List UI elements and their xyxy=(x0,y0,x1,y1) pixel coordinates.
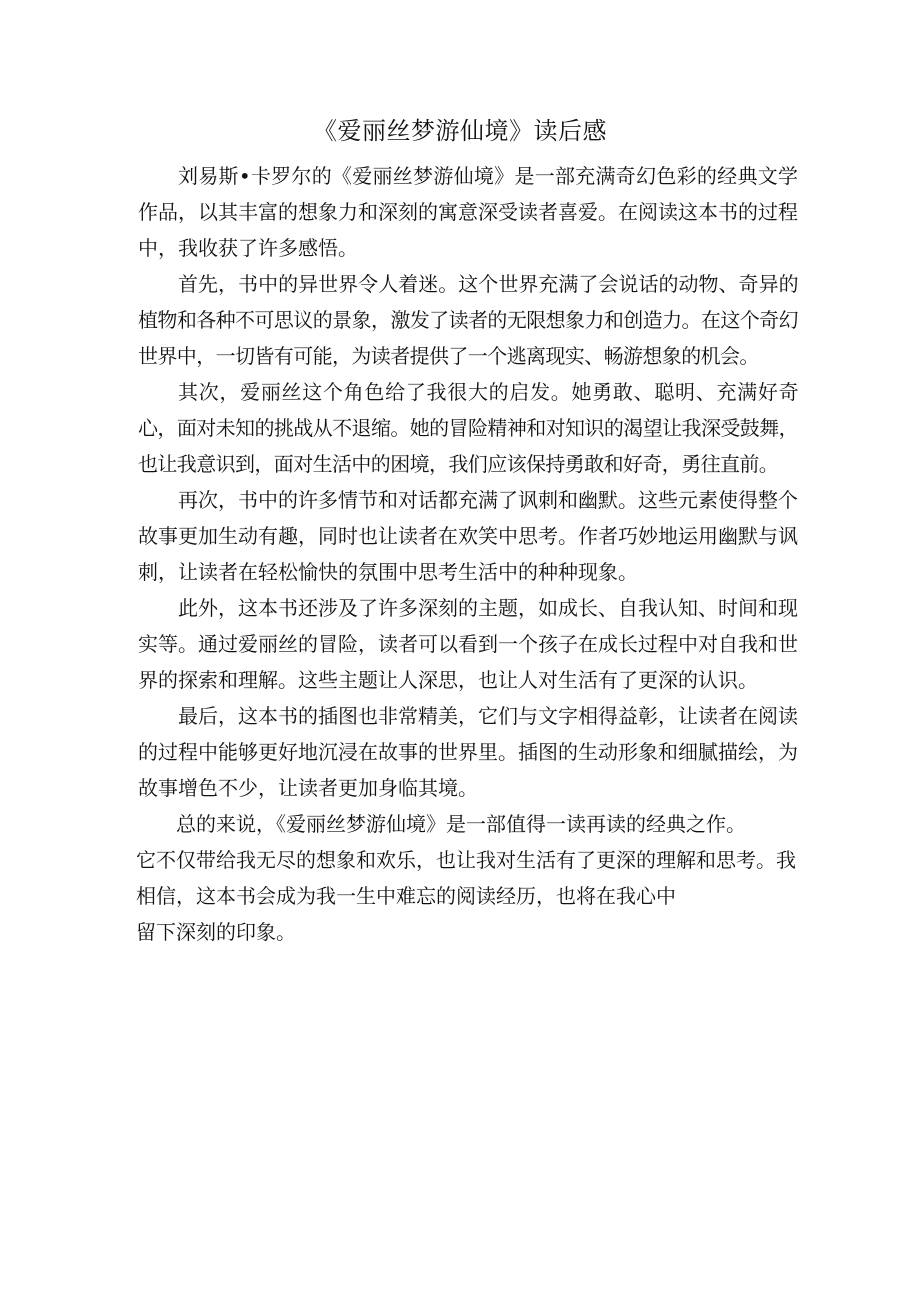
conclusion-line: 相信，这本书会成为我一生中难忘的阅读经历，也将在我心中 xyxy=(136,884,676,908)
conclusion-line: 它不仅带给我无尽的想象和欢乐，也让我对生活有了更深的理解和思考。我 xyxy=(136,848,796,872)
paragraph-conclusion xyxy=(136,806,798,950)
paragraph-intro: 刘易斯•卡罗尔的《爱丽丝梦游仙境》是一部充满奇幻色彩的经典文学作品，以其丰富的想象力和深刻的寓意深受读者喜爱。在阅读这本书的过程中，我收获了许多感悟。 xyxy=(138,164,798,260)
paragraph-wonderland-world: 首先，书中的异世界令人着迷。这个世界充满了会说话的动物、奇异的植物和各种不可思议的景象，激发了读者的无限想象力和创造力。在这个奇幻世界中，一切皆有可能，为读者提供了一个逃离现实、畅游想象的机会。 xyxy=(138,272,798,368)
document-title: 《爱丽丝梦游仙境》读后感 xyxy=(313,117,607,145)
conclusion-line: 留下深刻的印象。 xyxy=(136,920,296,944)
paragraph-satire-humor: 再次，书中的许多情节和对话都充满了讽刺和幽默。这些元素使得整个故事更加生动有趣，同时也让读者在欢笑中思考。作者巧妙地运用幽默与讽刺，让读者在轻松愉快的氛围中思考生活中的种种现象。 xyxy=(138,488,798,584)
paragraph-themes: 此外，这本书还涉及了许多深刻的主题，如成长、自我认知、时间和现实等。通过爱丽丝的冒险，读者可以看到一个孩子在成长过程中对自我和世界的探索和理解。这些主题让人深思，也让人对生活有了更深的认识。 xyxy=(138,596,798,692)
paragraph-illustrations: 最后，这本书的插图也非常精美，它们与文字相得益彰，让读者在阅读的过程中能够更好地沉浸在故事的世界里。插图的生动形象和细腻描绘，为故事增色不少，让读者更加身临其境。 xyxy=(138,704,798,800)
document-body xyxy=(138,158,798,950)
paragraph-alice-character: 其次，爱丽丝这个角色给了我很大的启发。她勇敢、聪明、充满好奇心，面对未知的挑战从不退缩。她的冒险精神和对知识的渴望让我深受鼓舞，也让我意识到，面对生活中的困境，我们应该保持勇敢和好奇，勇往直前。 xyxy=(138,380,798,476)
conclusion-line: 总的来说，《爱丽丝梦游仙境》是一部值得一读再读的经典之作。 xyxy=(176,812,746,836)
